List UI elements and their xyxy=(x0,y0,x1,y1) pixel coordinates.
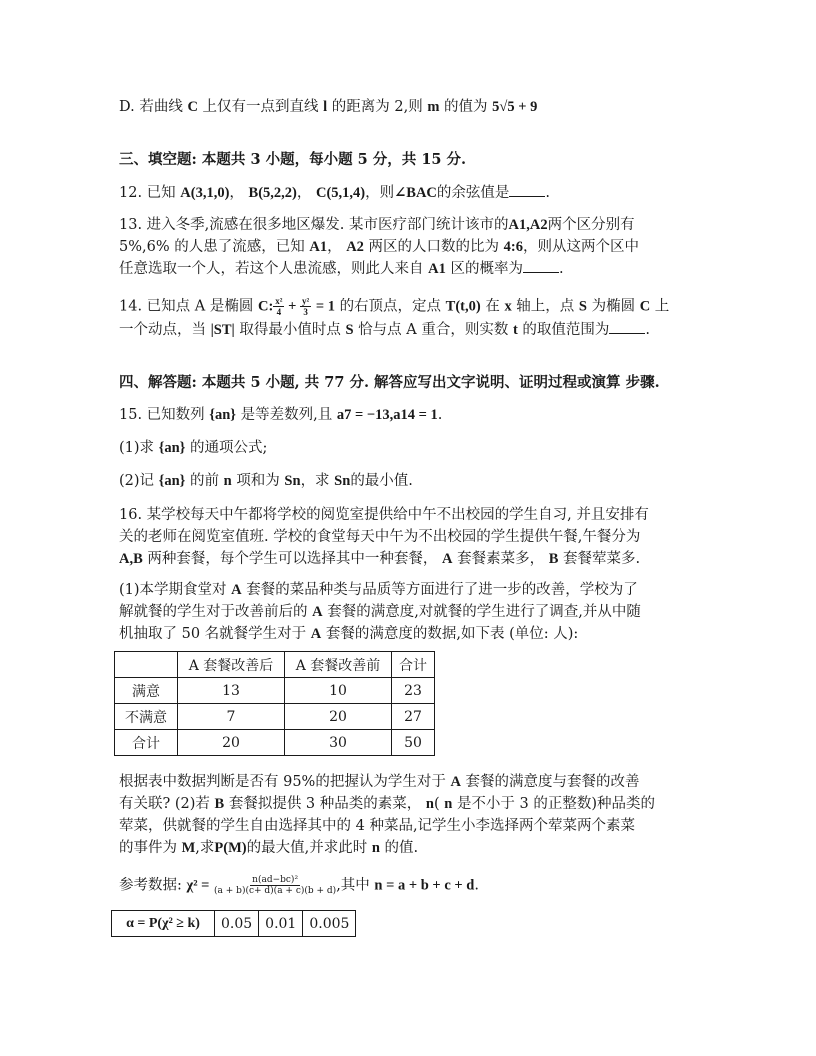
math: {an} xyxy=(158,440,186,456)
math: B xyxy=(548,551,559,567)
text: 两区的人口数的比为 xyxy=(368,239,500,255)
question-16-followup-line-3: 荤菜，供就餐的学生自由选择其中的 4 种菜品,记学生小李选择两个荤菜两个素菜 xyxy=(119,818,636,834)
math: t xyxy=(512,322,518,338)
math: A xyxy=(312,604,323,620)
math: M xyxy=(181,840,196,856)
math: Sn xyxy=(334,473,351,489)
section-heading-fill-in: 三、填空题: 本题共 3 小题，每小题 5 分，共 15 分. xyxy=(119,151,467,168)
text: ( xyxy=(433,796,440,812)
math: m xyxy=(427,99,440,115)
text: 14. 已知点 A 是椭圆 xyxy=(119,298,254,315)
table-row xyxy=(115,730,435,756)
question-12: 12. 已知 A(3,1,0)， B(5,2,2)， C(5,1,4)，则∠BAC的余弦值是 . xyxy=(119,185,550,201)
text: ， xyxy=(229,185,244,201)
text: 12. 已知 xyxy=(119,185,176,201)
math: Sn xyxy=(284,473,301,489)
text: 两个区分别有 xyxy=(547,217,635,233)
text: 的取值范围为 xyxy=(522,322,610,338)
text: ， xyxy=(296,185,312,201)
question-15-part-2 xyxy=(119,471,413,491)
math: A xyxy=(231,582,242,598)
table-cell: 20 xyxy=(285,704,392,730)
math: P(M) xyxy=(214,840,247,856)
table-row xyxy=(115,704,435,730)
math: n xyxy=(223,473,232,489)
text: 套餐的菜品种类与品质等方面进行了进一步的改善，学校为了 xyxy=(246,582,638,598)
math: S xyxy=(578,298,587,315)
text: 的值. xyxy=(384,840,419,856)
text: 的距离为 2,则 xyxy=(331,99,423,115)
math: A1,A2 xyxy=(508,217,548,233)
text: 解就餐的学生对于改善前后的 xyxy=(119,604,308,620)
table-row xyxy=(115,678,435,704)
question-16-line-2: 关的老师在阅览室值班. 学校的食堂每天中午为不出校园的学生提供午餐,午餐分为 xyxy=(119,529,641,545)
question-15: 15. 已知数列 {an} 是等差数列,且 a7 = −13,a14 = 1. xyxy=(119,407,443,423)
question-16-line-1: 16. 某学校每天中午都将学校的阅览室提供给中午不出校园的学生自习, 并且安排有 xyxy=(119,507,649,523)
text: 套餐素菜多， xyxy=(457,551,545,567)
table-cell: 合计 xyxy=(392,652,435,678)
option-d-line xyxy=(119,97,537,117)
answer-blank xyxy=(509,196,545,197)
denominator: 4 xyxy=(276,307,282,317)
text: ， xyxy=(327,239,342,255)
text: 取得最小值时点 xyxy=(239,322,341,338)
table-cell: 0.05 xyxy=(215,911,259,937)
question-16-followup-line-4 xyxy=(119,838,418,858)
table-cell: 0.01 xyxy=(259,911,303,937)
math: 5√5 + 9 xyxy=(492,99,538,115)
question-16-line-3 xyxy=(119,549,640,569)
text: 的最小值. xyxy=(350,473,413,489)
text: 15. 已知数列 xyxy=(119,407,205,423)
math: {an} xyxy=(209,407,237,423)
text: 5%,6% 的人患了流感，已知 xyxy=(119,239,305,255)
answer-blank xyxy=(523,272,559,273)
text: 的值为 xyxy=(444,99,488,115)
text: 的右顶点，定点 xyxy=(339,298,442,315)
math: T(t,0) xyxy=(445,298,481,315)
table-cell: A 套餐改善前 xyxy=(285,652,392,678)
math: 4:6 xyxy=(503,239,523,255)
text: ，则 xyxy=(365,185,395,201)
question-14-line-2: 一个动点，当 |ST| 取得最小值时点 S 恰与点 A 重合，则实数 t 的取值范围为 . xyxy=(119,322,651,338)
table-cell: 13 xyxy=(178,678,285,704)
question-16-followup-line-1 xyxy=(119,772,640,792)
satisfaction-table xyxy=(114,651,435,756)
question-13-line-2 xyxy=(119,237,639,257)
math: A2 xyxy=(346,239,364,255)
math: |ST| xyxy=(210,322,235,338)
numerator: n(ad−bc)² xyxy=(252,875,299,885)
section-heading-solutions: 四、解答题: 本题共 5 小题, 共 77 分. 解答应写出文字说明、证明过程或演算 步骤. xyxy=(119,374,660,391)
text: 恰与点 A 重合，则实数 xyxy=(358,322,509,338)
text: 是不小于 3 的正整数)种品类的 xyxy=(456,796,656,812)
table-cell: 7 xyxy=(178,704,285,730)
numerator: x² xyxy=(275,296,283,306)
text: ,其中 xyxy=(336,877,370,894)
table-cell: 23 xyxy=(392,678,435,704)
math: n xyxy=(425,796,434,812)
text: 任意选取一个人，若这个人患流感，则此人来自 xyxy=(119,261,424,277)
text: 有关联? (2)若 xyxy=(119,796,210,812)
table-cell: 27 xyxy=(392,704,435,730)
text: 参考数据: xyxy=(119,877,182,894)
fraction xyxy=(300,296,311,317)
numerator: y² xyxy=(302,296,310,306)
denominator: (a + b)(c+ d)(a + c)(b + d) xyxy=(214,886,337,896)
fraction xyxy=(273,296,284,317)
table-cell: 合计 xyxy=(115,730,178,756)
math: C: xyxy=(257,298,274,315)
table-cell xyxy=(115,652,178,678)
text: 13. 进入冬季,流感在很多地区爆发. 某市医疗部门统计该市的 xyxy=(119,217,509,233)
table-cell: α = P(χ² ≥ k) xyxy=(112,911,215,937)
math: n xyxy=(371,840,380,856)
text: ,求 xyxy=(195,840,215,856)
text: 的通项公式; xyxy=(190,440,268,456)
math: A(3,1,0) xyxy=(180,185,230,201)
text: 的事件为 xyxy=(119,840,177,856)
math: ∠BAC xyxy=(394,185,437,201)
text: 的最大值,并求此时 xyxy=(246,840,368,856)
math: B xyxy=(214,796,225,812)
question-13-line-1 xyxy=(119,215,635,235)
denominator: 3 xyxy=(303,307,308,317)
text: ，则从这两个区中 xyxy=(522,239,639,255)
table-header-row xyxy=(115,652,435,678)
math: l xyxy=(323,99,328,115)
math: A xyxy=(310,626,322,642)
question-15-part-1 xyxy=(119,438,267,458)
question-16-part-1-line-2 xyxy=(119,602,641,622)
text: (1)本学期食堂对 xyxy=(119,582,227,598)
text: 机抽取了 50 名就餐学生对于 xyxy=(119,626,307,642)
text: ，求 xyxy=(300,473,330,489)
math: a7 = −13,a14 = 1 xyxy=(336,407,438,423)
question-16-part-1-line-3 xyxy=(119,624,578,644)
text: 为椭圆 xyxy=(591,298,636,315)
question-16-part-1-line-1 xyxy=(119,580,638,600)
text: 套餐荤菜多. xyxy=(562,551,641,567)
text: 在 xyxy=(485,298,500,315)
text: 区的概率为 xyxy=(450,261,523,277)
table-cell: 20 xyxy=(178,730,285,756)
chi-square-fraction xyxy=(214,875,336,896)
math: χ² = xyxy=(186,877,210,894)
text: D. 若曲线 xyxy=(119,99,183,115)
question-14-line-1: 14. 已知点 A 是椭圆 C: $\frac{\text{x²}}{4}$ + $\frac{\text{y²}}{3}$ = 1 的右顶点，定点 T(t,0) 在 x 轴上，点 S 为椭圆 C 上 xyxy=(119,296,670,317)
text: 是等差数列,且 xyxy=(240,407,333,423)
text: 上仅有一点到直线 xyxy=(202,99,319,115)
math: n = a + b + c + d xyxy=(374,877,475,894)
text: 上 xyxy=(654,298,670,315)
reference-data-line xyxy=(119,875,479,896)
text: 的余弦值是 xyxy=(436,185,510,201)
text: (2)记 xyxy=(119,473,155,489)
critical-value-table xyxy=(111,910,356,937)
text: 两种套餐，每个学生可以选择其中一种套餐， xyxy=(147,551,438,567)
math: A1 xyxy=(309,239,328,255)
answer-blank xyxy=(609,333,645,334)
text: 套餐的满意度,对就餐的学生进行了调查,并从中随 xyxy=(327,604,641,620)
math: A xyxy=(450,774,461,790)
text: (1)求 xyxy=(119,440,155,456)
table-cell: 10 xyxy=(285,678,392,704)
math: {an} xyxy=(158,473,186,489)
table-cell: 30 xyxy=(285,730,392,756)
text: 套餐拟提供 3 种品类的素菜， xyxy=(228,796,422,812)
table-row xyxy=(112,911,356,937)
question-16-followup-line-2 xyxy=(119,794,655,814)
table-cell: A 套餐改善后 xyxy=(178,652,285,678)
math: n xyxy=(444,796,453,812)
math: B(5,2,2) xyxy=(248,185,297,201)
text: 根据表中数据判断是否有 95%的把握认为学生对于 xyxy=(119,774,446,790)
table-cell: 50 xyxy=(392,730,435,756)
math: C(5,1,4) xyxy=(315,185,366,201)
math: A,B xyxy=(119,551,143,567)
text: 项和为 xyxy=(236,473,280,489)
math: x xyxy=(504,298,512,315)
math: A1 xyxy=(428,261,446,277)
math: S xyxy=(345,322,354,338)
text: 套餐的满意度与套餐的改善 xyxy=(465,774,640,790)
math: C xyxy=(639,298,651,315)
text: 套餐的满意度的数据,如下表 (单位: 人): xyxy=(325,626,579,642)
question-13-line-3: 任意选取一个人，若这个人患流感，则此人来自 A1 区的概率为 . xyxy=(119,261,564,277)
text: 的前 xyxy=(190,473,220,489)
text: . xyxy=(474,877,479,894)
text: 轴上，点 xyxy=(516,298,575,315)
math: A xyxy=(442,551,453,567)
table-cell: 0.005 xyxy=(303,911,356,937)
math: C xyxy=(187,99,198,115)
table-cell: 不满意 xyxy=(115,704,178,730)
text: 一个动点，当 xyxy=(119,322,206,338)
table-cell: 满意 xyxy=(115,678,178,704)
math: = 1 xyxy=(315,298,335,315)
